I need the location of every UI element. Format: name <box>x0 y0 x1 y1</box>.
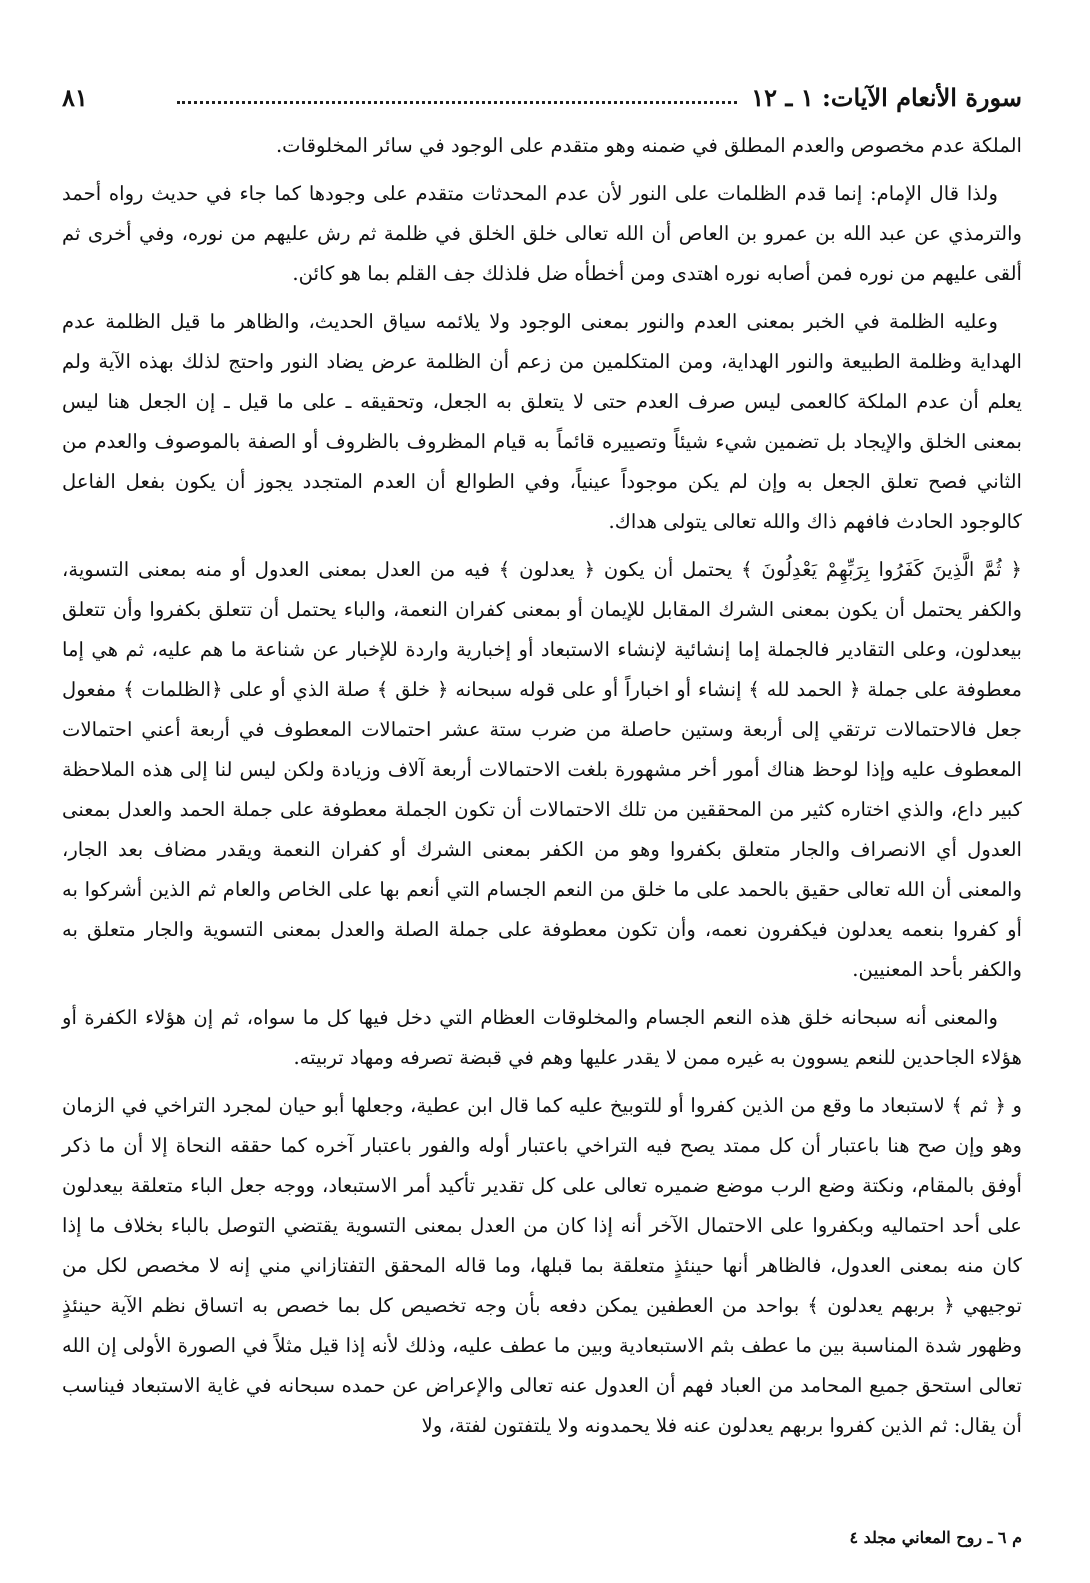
body-text <box>62 126 1022 1446</box>
page-number: ٨١ <box>62 83 88 112</box>
paragraph: الملكة عدم مخصوص والعدم المطلق في ضمنه وهو متقدم على الوجود في سائر المخلوقات. <box>275 134 1022 157</box>
page-header <box>62 66 1022 112</box>
paragraph: وعليه الظلمة في الخبر بمعنى العدم والنور بمعنى الوجود ولا يلائمه سياق الحديث، والظاهر ما قيل الظلمة عدم الهداية وظلمة الطبيعة والنور الهداية، ومن المتكلمين من زعم أن الظلمة عرض يضاد النور واحتج لذلك بهذه الآية ولم يعلم أن عدم الملكة كالعمى ليس صرف العدم حتى لا يتعلق به الجعل، وتحقيقه ـ على ما قيل ـ إن الجعل هنا ليس بمعنى الخلق والإيجاد بل تضمين شيء شيئاً وتصييره قائماً به قيام المظروف بالظروف أو الصفة بالموصوف والعدم من الثاني فصح تعلق الجعل به وإن لم يكن موجوداً عينياً، وفي الطوالع أن العدم المتجدد يجوز أن يكون بفعل الفاعل كالوجود الحادث فافهم ذاك والله تعالى يتولى هداك. <box>62 310 1022 533</box>
paragraph: ولذا قال الإمام: إنما قدم الظلمات على النور لأن عدم المحدثات متقدم على وجودها كما جاء في حديث رواه أحمد والترمذي عن عبد الله بن عمرو بن العاص أن الله تعالى خلق الخلق في ظلمة ثم رش عليهم من نوره، وفي أخرى ثم ألقى عليهم من نوره فمن أصابه نوره اهتدى ومن أخطأه ضل فلذلك جف القلم بما هو كائن. <box>62 182 1022 285</box>
page-footer-signature: م ٦ ـ روح المعاني مجلد ٤ <box>849 1528 1022 1547</box>
paragraph: ﴿ ثُمَّ الَّذِينَ كَفَرُوا بِرَبِّهِمْ يَعْدِلُونَ ﴾ يحتمل أن يكون ﴿ يعدلون ﴾ فيه من العدل بمعنى العدول أو منه بمعنى التسوية، والكفر يحتمل أن يكون بمعنى الشرك المقابل للإيمان أو بمعنى كفران النعمة، والباء يحتمل أن تتعلق بكفروا وأن تتعلق بيعدلون، وعلى التقادير فالجملة إما إنشائية لإنشاء الاستبعاد أو إخبارية واردة للإخبار عن شناعة ما هم عليه، ثم هي إما معطوفة على جملة ﴿ الحمد لله ﴾ إنشاء أو اخباراً أو على قوله سبحانه ﴿ خلق ﴾ صلة الذي أو على ﴿الظلمات ﴾ مفعول جعل فالاحتمالات ترتقي إلى أربعة وستين حاصلة من ضرب ستة عشر احتمالات المعطوف في أربعة أعني احتمالات المعطوف عليه وإذا لوحظ هناك أمور أخر مشهورة بلغت الاحتمالات أربعة آلاف وزيادة ولكن ليس لنا إلى هذه الملاحظة كبير داع، والذي اختاره كثير من المحققين من تلك الاحتمالات أن تكون الجملة معطوفة على جملة الحمد والعدل بمعنى العدول أي الانصراف والجار متعلق بكفروا وهو من الكفر بمعنى الشرك أو كفران النعمة ويقدر مضاف بعد الجار، والمعنى أن الله تعالى حقيق بالحمد على ما خلق من النعم الجسام التي أنعم بها على الخاص والعام ثم الذين أشركوا به أو كفروا بنعمه يعدلون فيكفرون نعمه، وأن تكون معطوفة على جملة الصلة والعدل بمعنى التسوية والجار متعلق به والكفر بأحد المعنيين. <box>62 558 1023 981</box>
book-page <box>62 66 1022 1566</box>
paragraph: والمعنى أنه سبحانه خلق هذه النعم الجسام والمخلوقات العظام التي دخل فيها كل ما سواه، ثم إن هؤلاء الكفرة أو هؤلاء الجاحدين للنعم يسوون به غيره ممن لا يقدر عليها وهم في قبضة تصرفه ومهاد تربيته. <box>62 1006 1022 1069</box>
running-title: سورة الأنعام الآيات: ١ ـ ١٢ <box>751 83 1022 112</box>
paragraph: و ﴿ ثم ﴾ لاستبعاد ما وقع من الذين كفروا أو للتوبيخ عليه كما قال ابن عطية، وجعلها أبو حيان لمجرد التراخي في الزمان وهو وإن صح هنا باعتبار أن كل ممتد يصح فيه التراخي باعتبار أوله والفور باعتبار آخره كما حققه النحاة إلا أن ما ذكر أوفق بالمقام، ونكتة وضع الرب موضع ضميره تعالى على كل تقدير تأكيد أمر الاستبعاد، ووجه جعل الباء متعلقة بيعدلون على أحد احتماليه وبكفروا على الاحتمال الآخر أنه إذا كان من العدل بمعنى التسوية يقتضي التوصل بالباء بخلاف ما إذا كان منه بمعنى العدول، فالظاهر أنها حينئذٍ متعلقة بما قبلها، وما قاله المحقق التفتازاني مني إنه لا مخصص لكل من توجيهي ﴿ بربهم يعدلون ﴾ بواحد من العطفين يمكن دفعه بأن وجه تخصيص كل بما خصص به اتساق نظم الآية حينئذٍ وظهور شدة المناسبة بين ما عطف بثم الاستبعادية وبين ما عطف عليه، وذلك لأنه إذا قيل مثلاً في الصورة الأولى إن الله تعالى استحق جميع المحامد من العباد فهم أن العدول عنه تعالى والإعراض عن حمده سبحانه في غاية الاستبعاد فيناسب أن يقال: ثم الذين كفروا بربهم يعدلون عنه فلا يحمدونه ولا يلتفتون لفتة، ولا <box>62 1094 1022 1437</box>
dotted-leader <box>177 100 737 104</box>
